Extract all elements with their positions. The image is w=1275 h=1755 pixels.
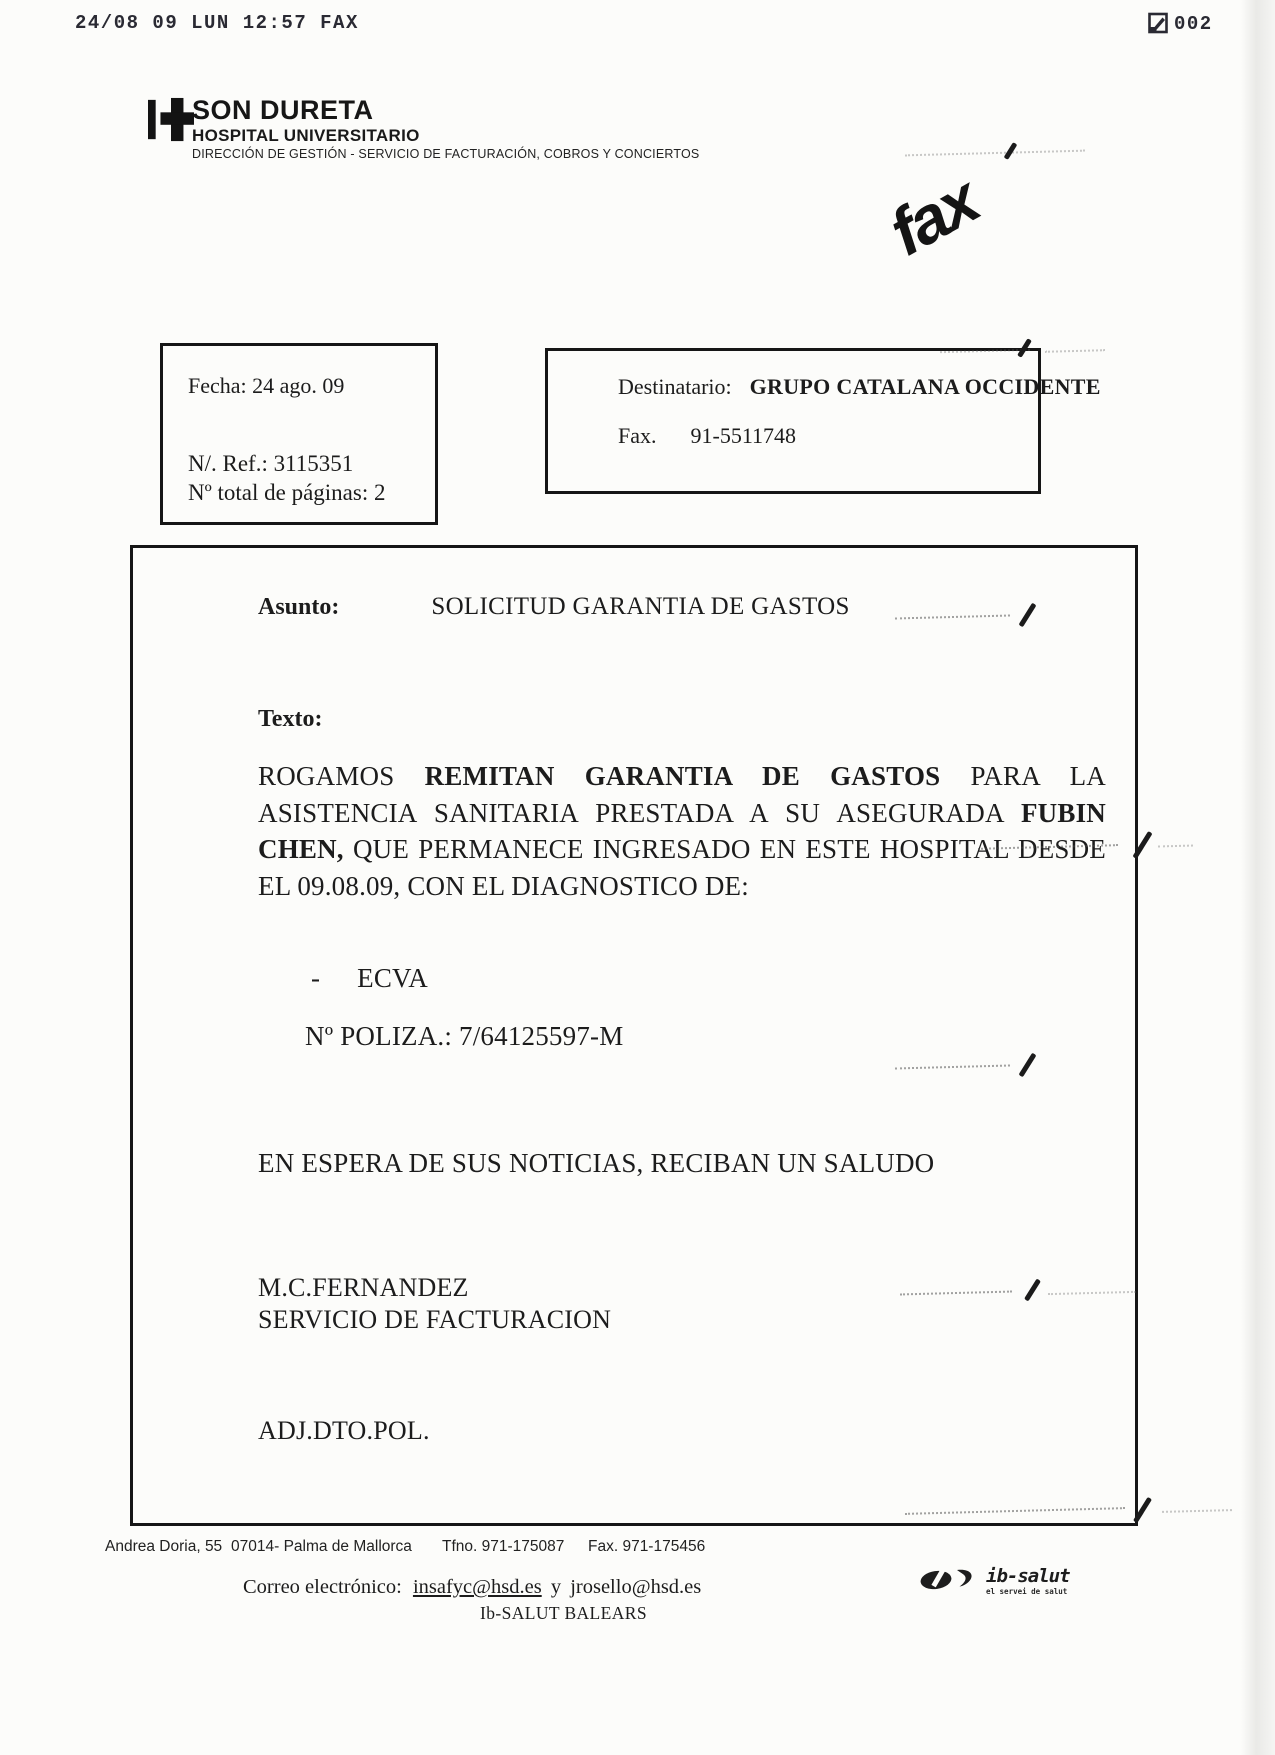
scan-artifact xyxy=(1162,1509,1232,1513)
diagnosis-value: ECVA xyxy=(357,963,428,993)
fax-stamp: fax xyxy=(877,162,989,270)
asunto-value: SOLICITUD GARANTIA DE GASTOS xyxy=(431,593,850,620)
scan-artifact xyxy=(905,150,1085,157)
footer-address: Andrea Doria, 55 xyxy=(105,1538,223,1555)
ibsalut-logo xyxy=(920,1565,1070,1596)
scan-artifact xyxy=(1158,845,1193,848)
hospital-department: DIRECCIÓN DE GESTIÓN - SERVICIO DE FACTURACIÓN, COBROS Y CONCIERTOS xyxy=(192,147,700,161)
destinatario-label: Destinatario: xyxy=(618,374,732,399)
footer-phone: Tfno. 971-175087 xyxy=(442,1538,565,1555)
hospital-logo-icon xyxy=(148,97,194,148)
recipient-fax-line xyxy=(618,423,796,449)
policy-line: Nº POLIZA.: 7/64125597-M xyxy=(305,1021,624,1051)
fax-page-icon xyxy=(1148,12,1169,35)
pages-line: Nº total de páginas: 2 xyxy=(188,480,386,505)
email-address-2: jrosello@hsd.es xyxy=(570,1576,702,1598)
paragraph-part5: QUE PERMANECE INGRESADO EN ESTE HOSPITAL DESDE EL 09.08.09, CON EL DIAGNOSTICO DE: xyxy=(258,834,1106,901)
fecha-line: Fecha: 24 ago. 09 xyxy=(188,373,345,398)
texto-label: Texto: xyxy=(258,706,323,732)
closing-line: EN ESPERA DE SUS NOTICIAS, RECIBAN UN SALUDO xyxy=(258,1148,935,1178)
recipient-box xyxy=(545,348,1101,494)
paragraph-part2-bold: REMITAN GARANTIA DE GASTOS xyxy=(424,761,941,791)
footer-city: 07014- Palma de Mallorca xyxy=(231,1538,412,1555)
signature-dept: SERVICIO DE FACTURACION xyxy=(258,1305,612,1334)
scan-edge-shade xyxy=(1241,0,1275,1755)
body-paragraph xyxy=(258,758,1106,904)
footer-org: Ib-SALUT BALEARS xyxy=(480,1603,647,1623)
email-conjunction: y xyxy=(550,1576,562,1598)
ref-line: N/. Ref.: 3115351 xyxy=(188,451,354,476)
attachment-line: ADJ.DTO.POL. xyxy=(258,1416,430,1445)
paragraph-part3: PARA LA ASISTENCIA SANITARIA PRESTADA A SU ASEGURADA xyxy=(258,761,1106,828)
email-address-1: insafyc@hsd.es xyxy=(412,1576,542,1598)
signature-name: M.C.FERNANDEZ xyxy=(258,1273,469,1302)
ibsalut-logo-icon xyxy=(920,1568,978,1596)
paragraph-part1: ROGAMOS xyxy=(258,761,425,791)
footer-email-line xyxy=(243,1576,701,1599)
fax-page-number: 002 xyxy=(1174,12,1213,35)
fax-page-counter xyxy=(1148,12,1213,35)
info-box xyxy=(160,343,438,525)
email-label: Correo electrónico: xyxy=(243,1576,402,1598)
recipient-fax-label: Fax. xyxy=(618,423,657,448)
ibsalut-logo-subtext: el servei de salut xyxy=(986,1587,1068,1596)
paragraph-part4-bold: FUBIN CHEN, xyxy=(258,797,1106,864)
hospital-subtitle: HOSPITAL UNIVERSITARIO xyxy=(192,126,420,145)
asunto-label: Asunto: xyxy=(258,594,340,620)
destinatario-line xyxy=(618,374,1101,400)
footer-fax: Fax. 971-175456 xyxy=(588,1538,706,1555)
message-box xyxy=(130,545,1138,1526)
scan-artifact xyxy=(1045,349,1105,353)
hospital-name: SON DURETA xyxy=(192,95,374,125)
asunto-line xyxy=(258,593,850,621)
recipient-fax-value: 91-5511748 xyxy=(690,423,797,448)
ibsalut-logo-text: ib-salut xyxy=(986,1565,1070,1587)
destinatario-value: GRUPO CATALANA OCCIDENTE xyxy=(749,374,1101,399)
diagnosis-dash: - xyxy=(311,963,321,993)
fax-timestamp: 24/08 09 LUN 12:57 FAX xyxy=(75,12,359,34)
diagnosis-item xyxy=(311,963,428,994)
